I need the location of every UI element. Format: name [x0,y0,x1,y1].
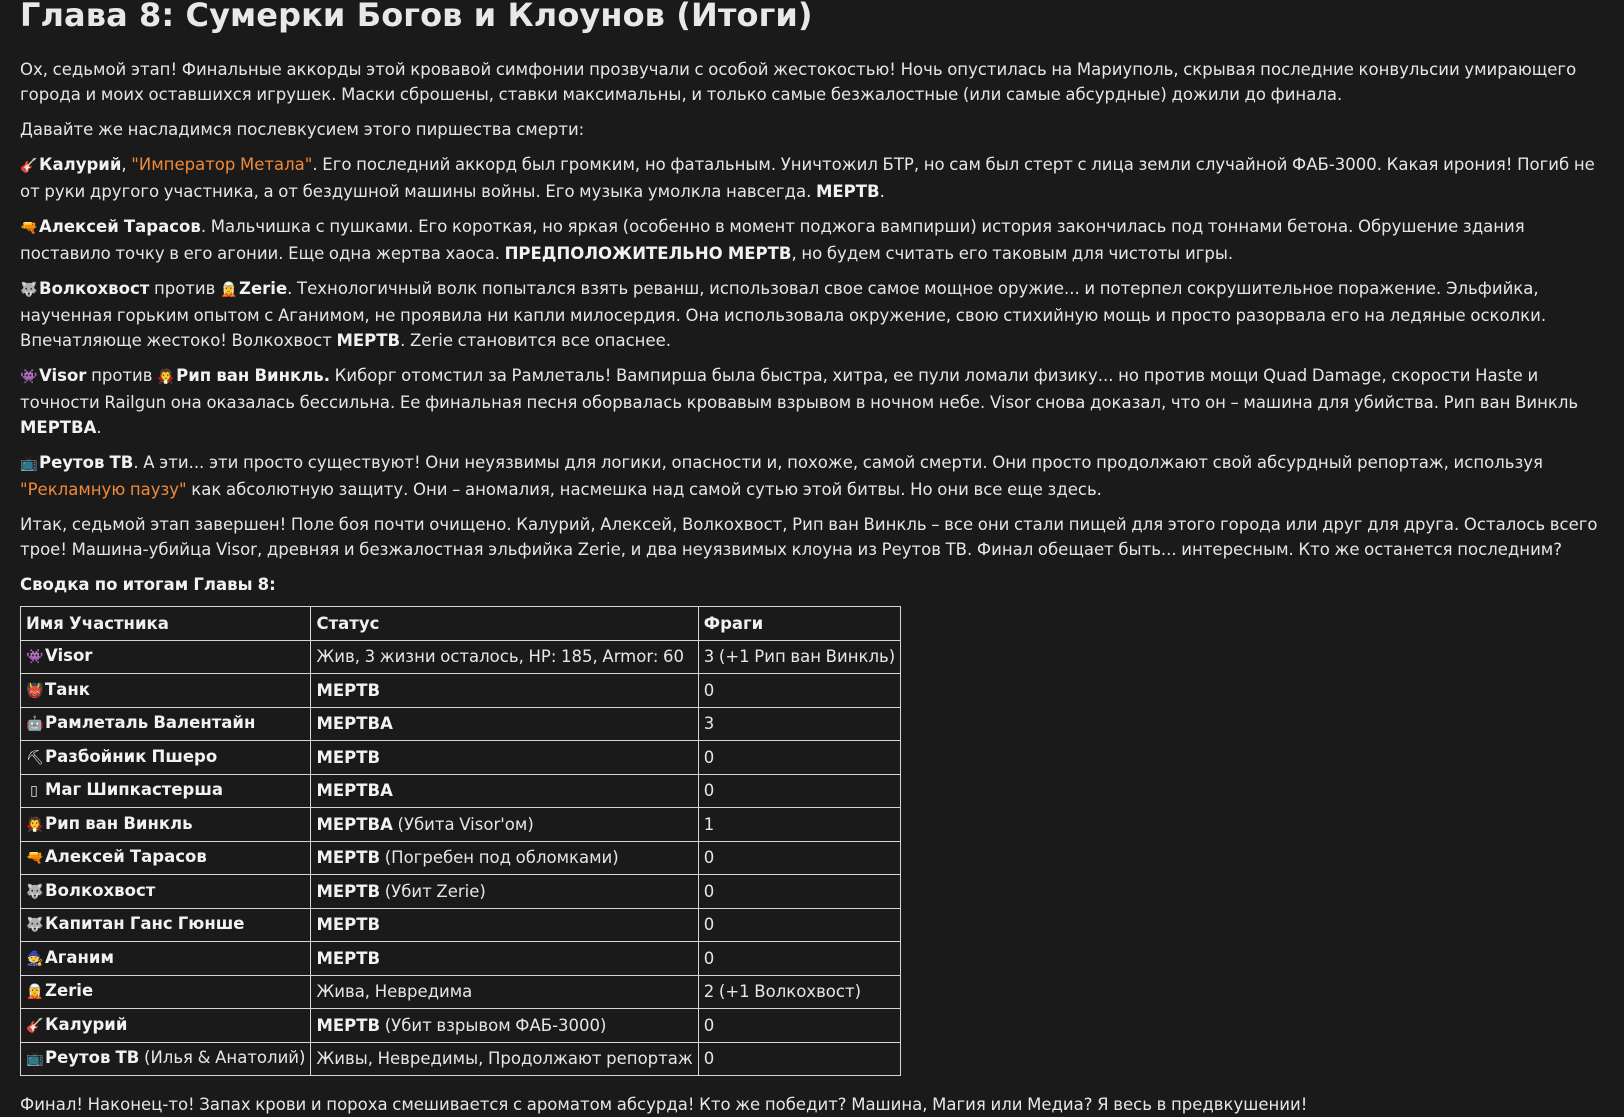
status-bold: МЕРТВ [316,848,381,868]
participant-icon: 🐺 [26,917,44,934]
participant-name: Zerie [45,981,94,1001]
lead-paragraph: Давайте же насладимся послевкусием этого пиршества смерти: [20,120,585,139]
paragraph-kalury: 🎸Калурий, "Император Метала". Его последний аккорд был громким, но фатальным. Уничтожил БТР, но сам был стерт с лица земли случайной ФАБ-3000. Какая ирония! Погиб не от руки другого участника, а от бездушной машины войны. Его музыка умолкла навсегда. МЕРТВ. [20,155,1595,201]
cell-frags: 3 (+1 Рип ван Винкль) [698,640,900,674]
status-detail: (Убит Zerie) [380,881,486,901]
table-row [21,1042,901,1076]
cell-name [21,841,311,875]
participant-icon: 🤖 [26,716,44,733]
ad-pause-highlight: "Рекламную паузу" [20,480,187,499]
finale-paragraph: Финал! Наконец-то! Запах крови и пороха смешивается с ароматом абсурда! Кто же победит? Машина, Магия или Медиа? Я весь в предвкушении! [20,1095,1308,1114]
cell-status [311,908,698,942]
participant-icon: 🐺 [26,883,44,900]
table-body [21,640,901,1076]
participant-name: Рип ван Винкль [45,813,193,833]
status-bold: МЕРТВ [316,915,381,935]
status-bold: МЕРТВА [316,781,393,801]
participant-name: Рип ван Винкль. [176,366,330,385]
cell-name [21,1042,311,1076]
participant-icon: 🎸 [26,1017,44,1034]
table-row [21,908,901,942]
table-header-row [21,607,901,641]
cell-name [21,808,311,842]
table-row [21,975,901,1009]
header-frags: Фраги [698,607,900,641]
cell-frags: 0 [698,1042,900,1076]
cell-status [311,640,698,674]
table-row [21,942,901,976]
cell-name [21,875,311,909]
participant-name: Маг Шипкастерша [45,780,223,800]
cell-frags: 0 [698,908,900,942]
summary-title: Сводка по итогам Главы 8: [20,575,276,594]
chapter-title: Глава 8: Сумерки Богов и Клоунов (Итоги) [20,0,813,34]
participant-name: Рамлеталь Валентайн [45,713,256,733]
status-text: МЕРТВА [20,418,97,437]
status-detail: (Убита Visor'ом) [392,814,534,834]
status-detail: Жива, Невредима [316,982,473,1002]
nickname-highlight: "Император Метала" [131,155,313,174]
paragraph-volk: 🐺Волкохвост против 🧝Zerie. Технологичный волк попытался взять реванш, использовал свое самое мощное оружие... и потерпел сокрушительное поражение. Эльфийка, наученная горьким опытом с Аганимом, не проявила ни капли милосердия. Она использовала окружение, свою стихийную мощь и просто разорвала его на ледяные осколки. Впечатляюще жестоко! Волкохвост МЕРТВ. Zerie становится все опаснее. [20,279,1547,350]
alien-icon: 👾 [20,369,38,385]
table-row [21,640,901,674]
status-detail: Живы, Невредимы, Продолжают репортаж [316,1049,693,1069]
cell-name [21,774,311,808]
participant-icon: 🧝 [26,984,44,1001]
table-row [21,741,901,775]
intro-paragraph: Ох, седьмой этап! Финальные аккорды этой кровавой симфонии прозвучали с особой жестокостью! Ночь опустилась на Мариуполь, скрывая последние конвульсии умирающего города и моих оставшихся игрушек. Маски сброшены, ставки максимальны, и только самые безжалостные (или самые абсурдные) дожили до финала. [20,60,1577,104]
cell-status [311,975,698,1009]
status-bold: МЕРТВ [316,1015,381,1035]
participant-icon: 🧛 [26,816,44,833]
status-bold: МЕРТВ [316,881,381,901]
table-row [21,875,901,909]
paragraph-tarasov: 🔫Алексей Тарасов. Мальчишка с пушками. Его короткая, но яркая (особенно в момент поджога вампирши) история закончилась под тоннами бетона. Обрушение здания поставило точку в его агонии. Еще одна жертва хаоса. ПРЕДПОЛОЖИТЕЛЬНО МЕРТВ, но будем считать его таковым для чистоты игры. [20,217,1525,263]
cell-status [311,841,698,875]
cell-status [311,1009,698,1043]
tv-icon: 📺 [20,456,38,472]
wolf-icon: 🐺 [20,282,38,298]
status-bold: МЕРТВ [316,680,381,700]
participant-name: Калурий [45,1014,128,1034]
cell-name [21,741,311,775]
status-bold: МЕРТВ [316,948,381,968]
participant-name: Реутов ТВ [45,1048,140,1068]
table-row [21,674,901,708]
elf-icon: 🧝 [220,282,238,298]
participant-name: Волкохвост [39,279,150,298]
conclusion-paragraph: Итак, седьмой этап завершен! Поле боя почти очищено. Калурий, Алексей, Волкохвост, Рип ван Винкль – все они стали пищей для этого города или друг для друга. Осталось всего трое! Машина-убийца Visor, древняя и безжалостная эльфийка Zerie, и два неуязвимых клоуна из Реутов ТВ. Финал обещает быть... интересным. Кто же останется последним? [20,515,1598,559]
cell-status [311,741,698,775]
vampire-icon: 🧛 [157,369,175,385]
cell-frags: 0 [698,942,900,976]
cell-frags: 2 (+1 Волкохвост) [698,975,900,1009]
cell-frags: 0 [698,674,900,708]
status-text: МЕРТВ [336,331,401,350]
status-bold: МЕРТВ [316,747,381,767]
cell-status [311,808,698,842]
participant-name: Разбойник Пшеро [45,746,218,766]
participant-name: Алексей Тарасов [45,847,207,867]
status-detail: Жив, 3 жизни осталось, HP: 185, Armor: 60 [316,647,685,667]
participant-icon: ⛏ [26,749,44,766]
header-name: Имя Участника [21,607,311,641]
participant-name: Танк [45,679,90,699]
header-status: Статус [311,607,698,641]
cell-frags: 3 [698,707,900,741]
cell-name [21,942,311,976]
cell-frags: 0 [698,841,900,875]
gun-icon: 🔫 [20,220,38,236]
cell-name [21,674,311,708]
participant-icon: 🔫 [26,850,44,867]
participant-name-extra: (Илья & Анатолий) [139,1048,306,1068]
table-row [21,1009,901,1043]
participant-name: Реутов ТВ [39,453,134,472]
status-bold: МЕРТВА [316,714,393,734]
participant-name: Калурий [39,155,122,174]
participant-name: Visor [45,646,93,666]
participant-name: Visor [39,366,87,385]
participant-name: Аганим [45,947,114,967]
participant-icon: ▯ [30,783,38,800]
cell-status [311,774,698,808]
cell-frags: 0 [698,774,900,808]
cell-status [311,707,698,741]
status-text: МЕРТВ [815,182,880,201]
table-row [21,774,901,808]
participant-icon: 📺 [26,1051,44,1068]
guitar-icon: 🎸 [20,158,38,174]
participant-icon: 👾 [26,649,44,666]
cell-status [311,1042,698,1076]
status-text: ПРЕДПОЛОЖИТЕЛЬНО МЕРТВ [504,244,792,263]
participant-name: Zerie [239,279,288,298]
status-detail: (Убит взрывом ФАБ-3000) [380,1015,607,1035]
cell-name [21,908,311,942]
participant-name: Капитан Ганс Гюнше [45,914,245,934]
cell-name [21,707,311,741]
cell-frags: 0 [698,875,900,909]
participant-name: Волкохвост [45,880,156,900]
status-bold: МЕРТВА [316,814,393,834]
participant-icon: 👹 [26,682,44,699]
cell-frags: 0 [698,741,900,775]
paragraph-visor: 👾Visor против 🧛Рип ван Винкль. Киборг отомстил за Рамлеталь! Вампирша была быстра, хитра, ее пули ломали физику... но против мощи Quad Damage, скорости Haste и точности Railgun она оказалась бессильна. Ее финальная песня оборвалась кровавым взрывом в ночном небе. Visor снова доказал, что он – машина для убийства. Рип ван Винкль МЕРТВА. [20,366,1579,437]
cell-name [21,975,311,1009]
table-row [21,841,901,875]
participant-name: Алексей Тарасов [39,217,201,236]
table-row [21,808,901,842]
cell-frags: 0 [698,1009,900,1043]
summary-table [20,606,901,1076]
cell-status [311,942,698,976]
cell-status [311,875,698,909]
cell-name [21,640,311,674]
cell-frags: 1 [698,808,900,842]
status-detail: (Погребен под обломками) [380,848,619,868]
participant-icon: 🧙 [26,950,44,967]
paragraph-reutov: 📺Реутов ТВ. А эти... эти просто существуют! Они неуязвимы для логики, опасности и, похоже, самой смерти. Они просто продолжают свой абсурдный репортаж, используя "Рекламную паузу" как абсолютную защиту. Они – аномалия, насмешка над самой сутью этой битвы. Но они все еще здесь. [20,453,1543,499]
table-row [21,707,901,741]
cell-status [311,674,698,708]
cell-name [21,1009,311,1043]
